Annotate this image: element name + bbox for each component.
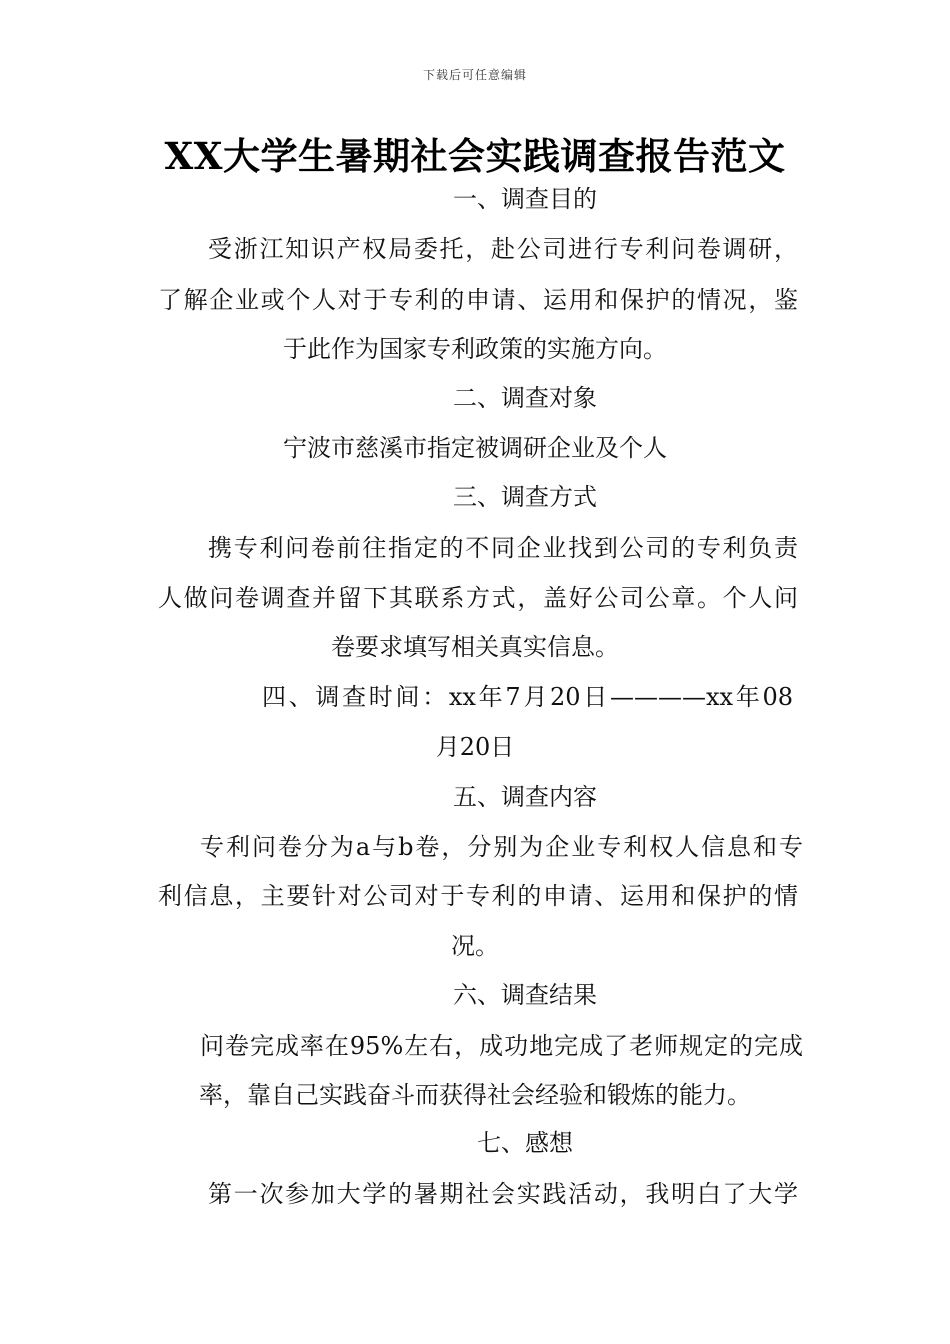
section-heading: 五、调查内容 xyxy=(453,783,597,811)
page-header-note: 下载后可任意编辑 xyxy=(422,68,527,82)
paragraph-line: 人做问卷调查并留下其联系方式，盖好公司公章。个人问 xyxy=(158,584,798,612)
paragraph-line: 宁波市慈溪市指定被调研企业及个人 xyxy=(283,434,667,462)
section-heading: 六、调查结果 xyxy=(453,981,597,1009)
paragraph-line: 携专利问卷前往指定的不同企业找到公司的专利负责 xyxy=(208,534,798,562)
paragraph-line: 专利问卷分为a与b卷，分别为企业专利权人信息和专 xyxy=(200,833,803,861)
paragraph-line: 第一次参加大学的暑期社会实践活动，我明白了大学 xyxy=(208,1180,798,1208)
paragraph-line: 月20日 xyxy=(435,733,515,761)
section-heading: 一、调查目的 xyxy=(453,185,597,213)
paragraph-line: 了解企业或个人对于专利的申请、运用和保护的情况，鉴 xyxy=(158,286,798,314)
paragraph-line: 利信息，主要针对公司对于专利的申请、运用和保护的情 xyxy=(158,882,798,910)
section-heading: 七、感想 xyxy=(477,1129,573,1157)
paragraph-line: 四、调查时间：xx年7月20日————xx年08 xyxy=(262,683,793,711)
paragraph-line: 卷要求填写相关真实信息。 xyxy=(331,633,619,661)
document-title: XX大学生暑期社会实践调查报告范文 xyxy=(164,134,786,178)
paragraph-line: 况。 xyxy=(451,932,499,960)
paragraph-line: 受浙江知识产权局委托，赴公司进行专利问卷调研， xyxy=(208,235,798,263)
section-heading: 二、调查对象 xyxy=(453,384,597,412)
paragraph-line: 率，靠自己实践奋斗而获得社会经验和锻炼的能力。 xyxy=(199,1081,751,1109)
paragraph-line: 问卷完成率在95%左右，成功地完成了老师规定的完成 xyxy=(200,1032,803,1060)
paragraph-line: 于此作为国家专利政策的实施方向。 xyxy=(283,335,667,363)
section-heading: 三、调查方式 xyxy=(453,483,597,511)
